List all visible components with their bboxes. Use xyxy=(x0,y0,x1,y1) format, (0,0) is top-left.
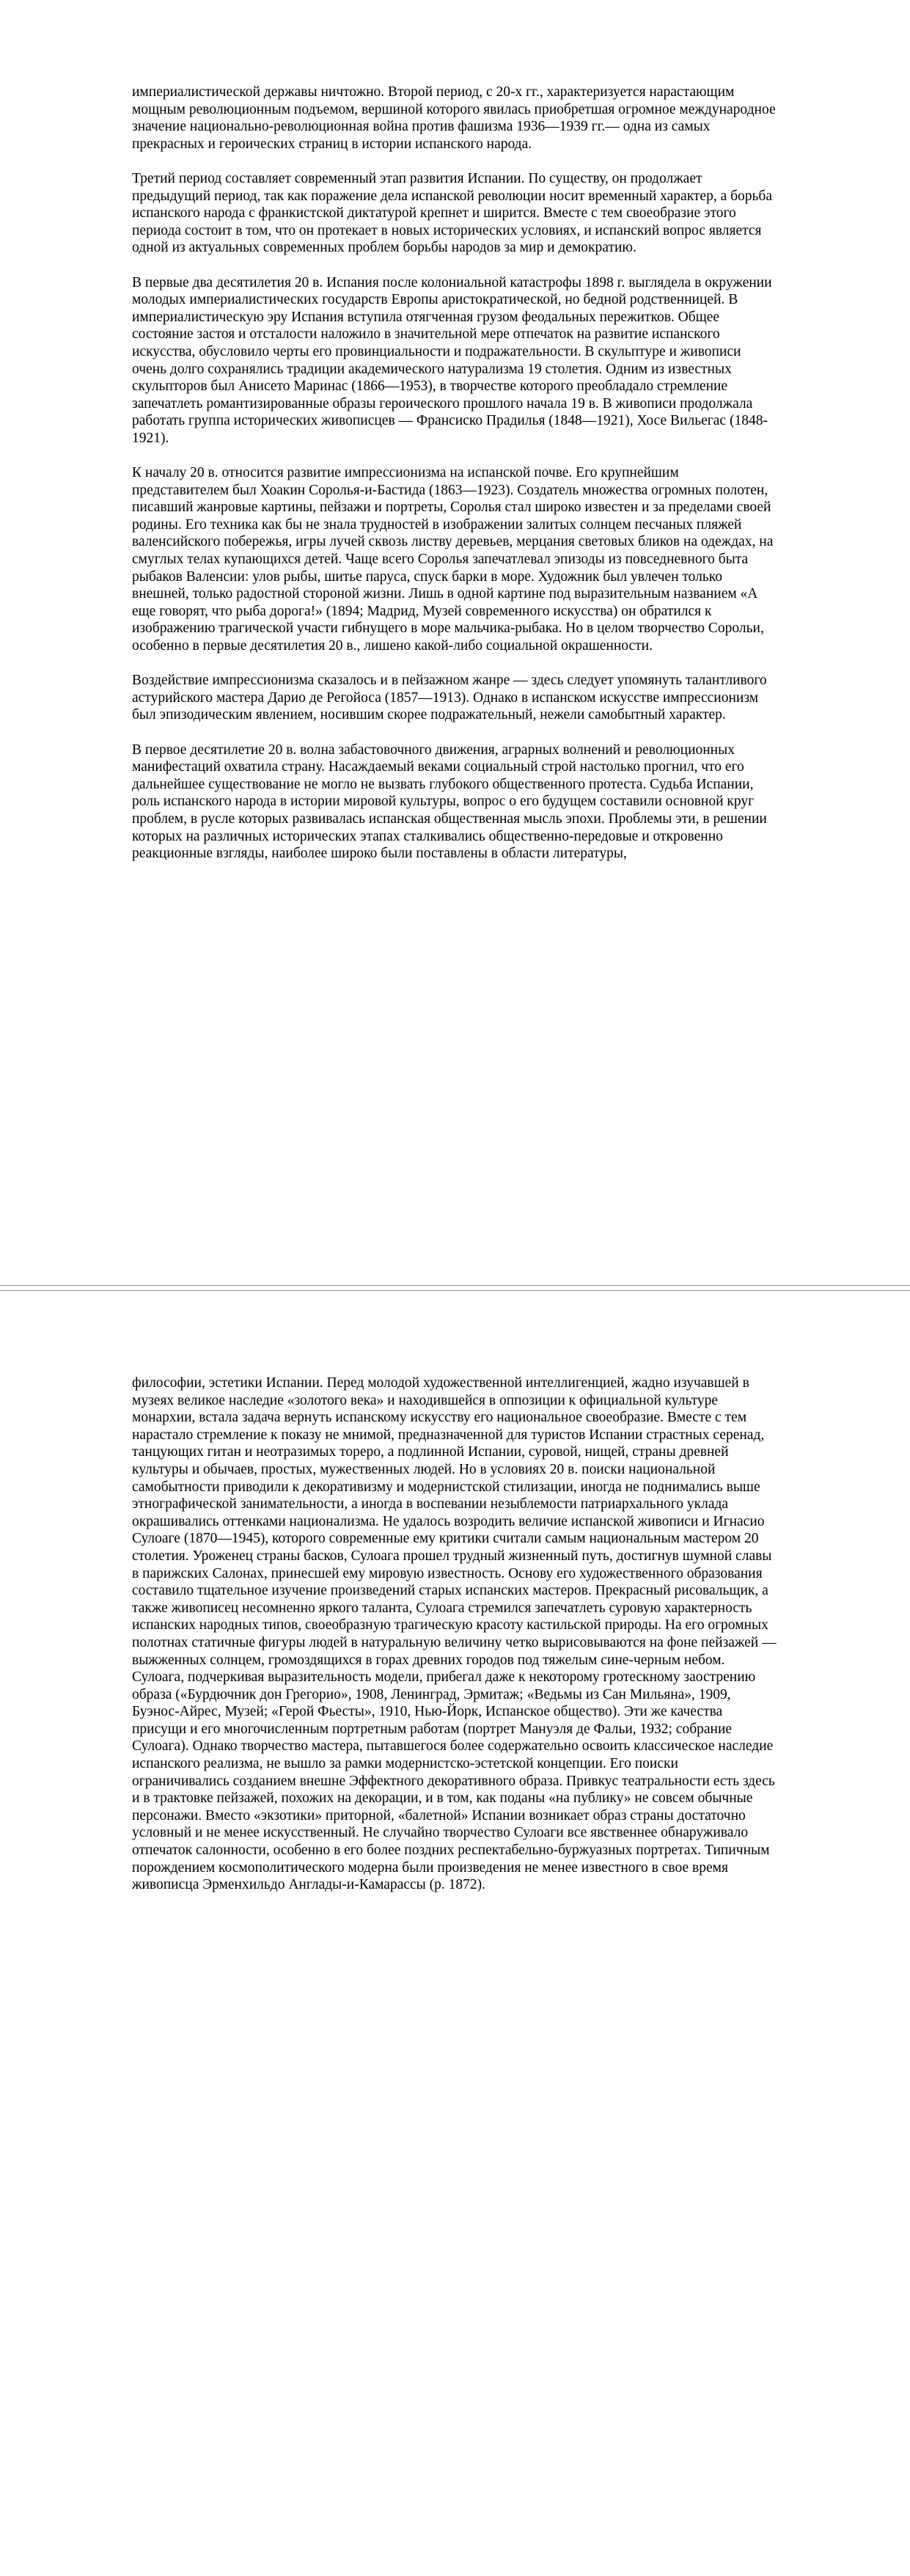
paragraph: Третий период составляет современный этап развития Испании. По существу, он продолжает предыдущий период, так как поражение дела испанской революции носит временный характер, а борьба испанского народа с франкистской диктатурой крепнет и ширится. Вместе с тем своеобразие этого периода состоит в том, что он протекает в новых исторических условиях, и испанский вопрос является одной из актуальных современных проблем борьбы народов за мир и демократию. xyxy=(132,170,773,256)
paragraph: В первое десятилетие 20 в. волна забастовочного движения, аграрных волнений и революционных манифестаций охватила страну. Насаждаемый веками социальный строй настолько прогнил, что его дальнейшее существование не могло не вызвать глубокого общественного протеста. Судьба Испании, роль испанского народа в истории мировой культуры, вопрос о его будущем составили основной круг проблем, в русле которых развивалась испанская общественная мысль эпохи. Проблемы эти, в решении которых на различных исторических этапах сталкивались общественно-передовые и откровенно реакционные взгляды, наиболее широко были поставлены в области литературы, xyxy=(132,742,767,862)
paragraph: В первые два десятилетия 20 в. Испания после колониальной катастрофы 1898 г. выглядела в окружении молодых империалистических государств Европы аристократической, но бедной родственницей. В империалистическую эру Испания вступила отягченная грузом феодальных пережитков. Общее состояние застоя и отсталости наложило в значительной мере отпечаток на развитие испанского искусства, обусловило черты его провинциальности и подражательности. В скульптуре и живописи очень долго сохранялись традиции академического натурализма 19 столетия. Одним из известных скульпторов был Анисето Маринас (1866—1953), в творчестве которого преобладало стремление запечатлеть романтизированные образы героического прошлого начала 19 в. В живописи продолжала работать группа исторических живописцев — Франсиско Прадилья (1848—1921), Хосе Вильегас (1848-1921). xyxy=(132,274,772,446)
page-2-text-body xyxy=(132,1375,777,1911)
document-page-1 xyxy=(0,0,910,1285)
paragraph: Воздействие импрессионизма сказалось и в пейзажном жанре — здесь следует упомянуть талантливого астурийского мастера Дарио де Регойоса (1857—1913). Однако в испанском искусстве импрессионизм был эпизодическим явлением, носившим скорее подражательный, нежели самобытный характер. xyxy=(132,673,767,723)
paragraph: империалистической державы ничтожно. Второй период, с 20-х гг., характеризуется нарастающим мощным революционным подъемом, вершиной которого явилась приобретшая огромное международное значение национально-революционная война против фашизма 1936—1939 гг.— одна из самых прекрасных и героических страниц в истории испанского народа. xyxy=(132,84,776,152)
page-1-text-body xyxy=(132,84,777,879)
page-separator xyxy=(0,1285,910,1291)
document-page-2 xyxy=(0,1291,910,2576)
paragraph: К началу 20 в. относится развитие импрессионизма на испанской почве. Его крупнейшим представителем был Хоакин Соролья-и-Бастида (1863—1923). Создатель множества огромных полотен, писавший жанровые картины, пейзажи и портреты, Соролья стал широко известен и за пределами своей родины. Его техника как бы не знала трудностей в изображении залитых солнцем песчаных пляжей валенсийского побережья, игры лучей сквозь листву деревьев, мерцания световых бликов на одеждах, на смуглых телах купающихся детей. Чаще всего Соролья запечатлевал эпизоды из повседневного быта рыбаков Валенсии: улов рыбы, шитье паруса, спуск барки в море. Художник был увлечен только внешней, только радостной стороной жизни. Лишь в одной картине под выразительным названием «А еще говорят, что рыба дорога!» (1894; Мадрид, Музей современного искусства) он обратился к изображению трагической участи гибнущего в море мальчика-рыбака. Но в целом творчество Сорольи, особенно в первые десятилетия 20 в., лишено какой-либо социальной окрашенности. xyxy=(132,465,774,654)
paragraph: философии, эстетики Испании. Перед молодой художественной интеллигенцией, жадно изучавшей в музеях великое наследие «золотого века» и находившейся в оппозиции к официальной культуре монархии, встала задача вернуть испанскому искусству его национальное своеобразие. Вместе с тем нарастало стремление к показу не мнимой, предназначенной для туристов Испании страстных серенад, танцующих гитан и неотразимых тореро, а подлинной Испании, суровой, нищей, страны древней культуры и обычаев, простых, мужественных людей. Но в условиях 20 в. поиски национальной самобытности приводили к декоративизму и модернистской стилизации, иногда не поднимались выше этнографической занимательности, а иногда в воспевании незыблемости патриархального уклада окрашивались оттенками национализма. Не удалось возродить величие испанской живописи и Игнасио Сулоаге (1870—1945), которого современные ему критики считали самым национальным мастером 20 столетия. Уроженец страны басков, Сулоага прошел трудный жизненный путь, достигнув шумной славы в парижских Салонах, принесшей ему мировую известность. Основу его художественного образования составило тщательное изучение произведений старых испанских мастеров. Прекрасный рисовальщик, а также живописец несомненно яркого таланта, Сулоага стремился запечатлеть суровую характерность испанских народных типов, своеобразную трагическую красоту кастильской природы. На его огромных полотнах статичные фигуры людей в натуральную величину четко вырисовываются на фоне пейзажей — выжженных солнцем, громоздящихся в горах древних городов под тяжелым сине-черным небом. Сулоага, подчеркивая выразительность модели, прибегал даже к некоторому гротескному заострению образа («Бурдючник дон Грегорио», 1908, Ленинград, Эрмитаж; «Ведьмы из Сан Мильяна», 1909, Буэнос-Айрес, Музей; «Герой Фьесты», 1910, Нью-Йорк, Испанское общество). Эти же качества присущи и его многочисленным портретным работам (портрет Мануэля де Фальи, 1932; собрание Сулоага). Однако творчество мастера, пытавшегося более содержательно освоить классическое наследие испанского реализма, не вышло за рамки модернистско-эстетской концепции. Его поиски ограничивались созданием внешне Эффектного декоративного образа. Привкус театральности есть здесь и в трактовке пейзажей, похожих на декорации, и в том, как поданы «на публику» не совсем обычные персонажи. Вместо «экзотики» приторной, «балетной» Испании возникает образ страны достаточно условный и не менее искусственный. Не случайно творчество Сулоаги все явственнее обнаруживало отпечаток салонности, особенно в его более поздних респектабельно-буржуазных портретах. Типичным порождением космополитического модерна были произведения не менее известного в свое время живописца Эрменхильдо Англады-и-Камарассы (р. 1872). xyxy=(132,1375,777,1893)
